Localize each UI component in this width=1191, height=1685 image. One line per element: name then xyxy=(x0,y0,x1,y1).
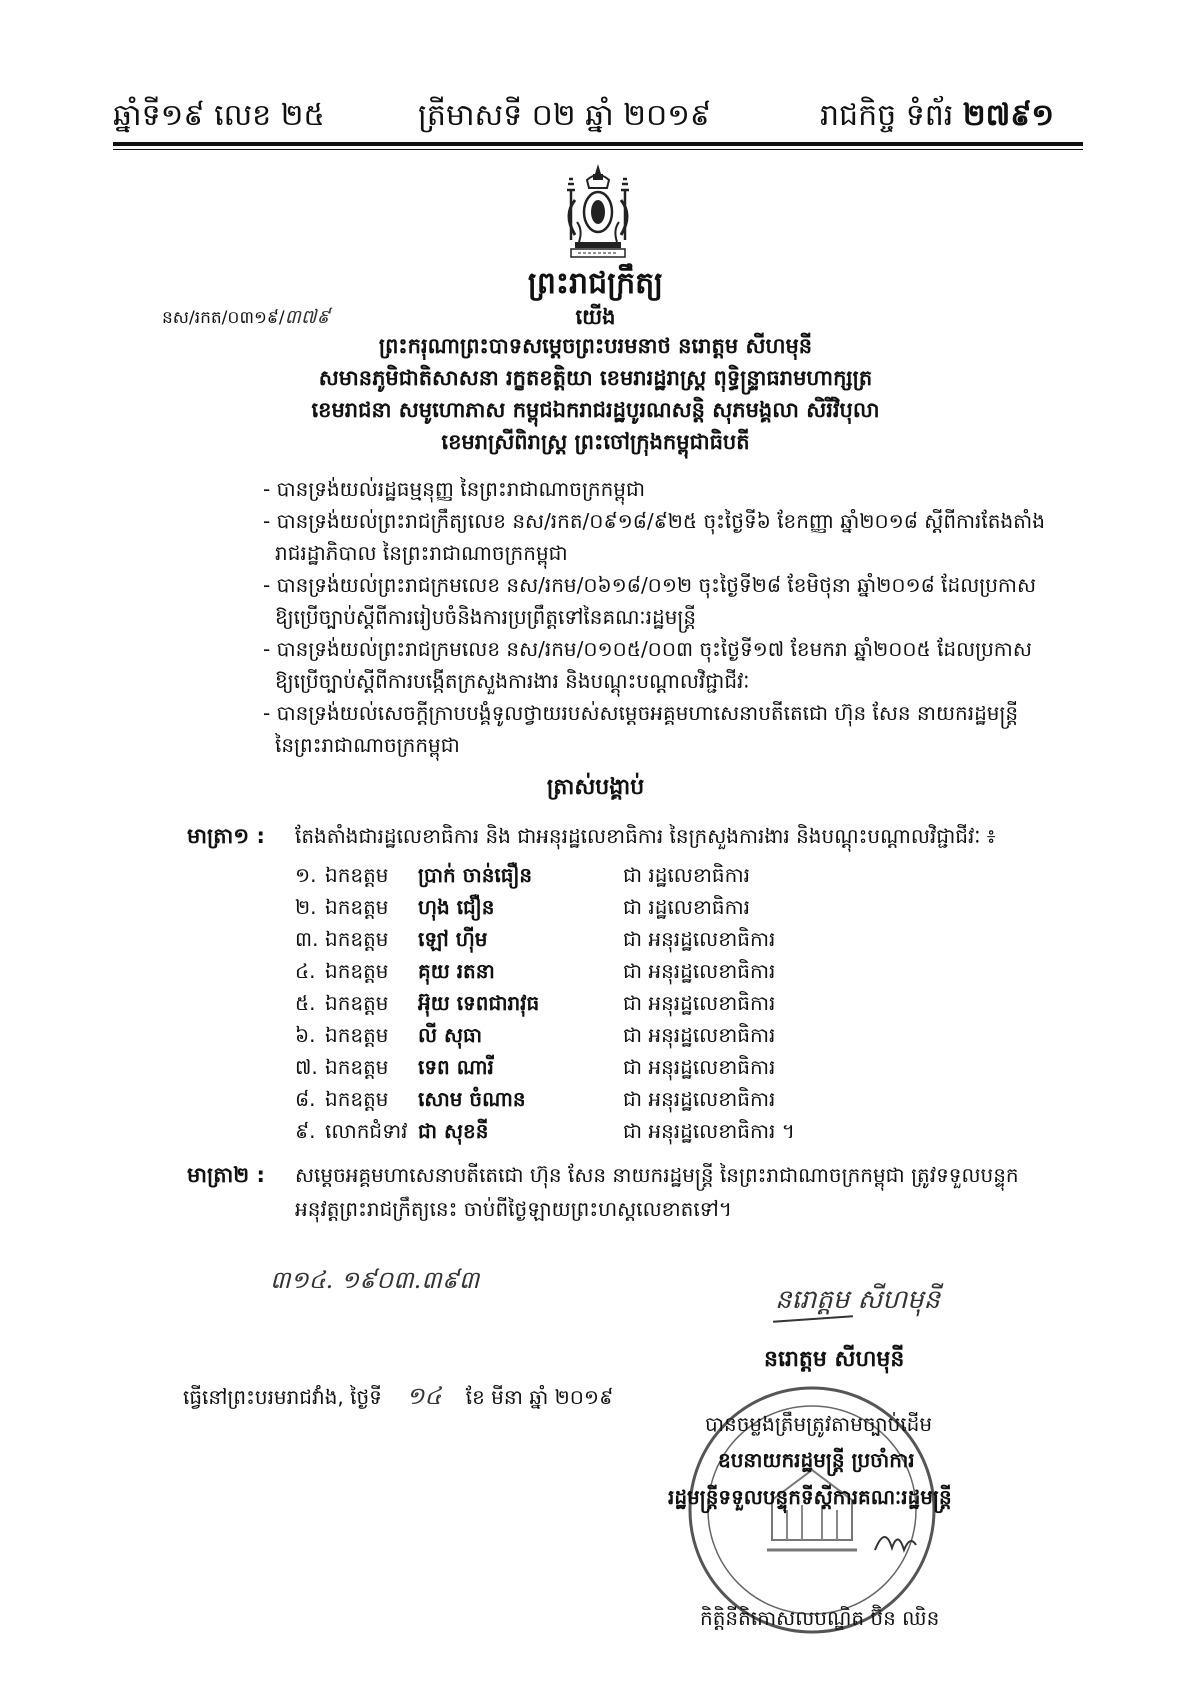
gazette-page xyxy=(820,96,1054,140)
date-day-handwritten: ១៤ xyxy=(406,1382,442,1410)
appointee-position: ជា អនុរដ្ឋលេខាធិការ xyxy=(623,1087,776,1111)
consideration-line: ឱ្យប្រើច្បាប់ស្តីពីការបង្កើតក្រសួងការងារ និងបណ្តុះបណ្តាលវិជ្ជាជីវៈ xyxy=(275,669,750,693)
appointee-number: ៦. xyxy=(295,1023,316,1047)
appointee-position: ជា អនុរដ្ឋលេខាធិការ xyxy=(623,1055,776,1079)
date-prefix: ធ្វើនៅព្រះបរមរាជវាំង, ថ្ងៃទី xyxy=(183,1385,382,1409)
appointee-number: ៧. xyxy=(295,1055,318,1079)
appointee-position: ជា រដ្ឋលេខាធិការ xyxy=(623,895,750,919)
appointee-title: ឯកឧត្តម xyxy=(325,863,389,887)
date-suffix: ខែ មីនា ឆ្នាំ ២០១៩ xyxy=(465,1385,614,1409)
king-name: នរោត្តម សីហមុនី xyxy=(764,1347,905,1372)
consideration-line: - បានទ្រង់យល់សេចក្តីក្រាបបង្គំទូលថ្វាយរបស់សម្តេចអគ្គមហាសេនាបតីតេជោ ហ៊ុន សែន នាយករដ្ឋមន្ត្រី xyxy=(263,701,1019,725)
appointee-name: ហុង ជឿន xyxy=(418,895,495,919)
appointee-position: ជា អនុរដ្ឋលេខាធិការ xyxy=(623,927,776,951)
appointee-number: ១. xyxy=(295,863,317,887)
minister-name: កិត្តិនីតិកោសលបណ្ឌិត ប៊ិន ឈិន xyxy=(700,1606,940,1630)
consideration-line: - បានទ្រង់យល់ព្រះរាជក្រឹត្យលេខ នស/រកត/០៩១៨/៩២៥ ចុះថ្ងៃទី៦ ខែកញ្ញា ឆ្នាំ២០១៨ ស្តីពីការតែងតាំង xyxy=(263,509,1045,533)
appointee-title: ឯកឧត្តម xyxy=(325,959,389,983)
consideration-line: - បានទ្រង់យល់ព្រះរាជក្រមលេខ នស/រកម/០៦១៨/០១២ ចុះថ្ងៃទី២៨ ខែមិថុនា ឆ្នាំ២០១៨ ដែលប្រកាស xyxy=(263,573,1036,597)
appointee-title: ឯកឧត្តម xyxy=(325,1055,389,1079)
appointee-name: ជា សុខនី xyxy=(418,1119,489,1143)
appointee-position: ជា អនុរដ្ឋលេខាធិការ ។ xyxy=(623,1119,795,1143)
gazette-page-label: រាជកិច្ច ទំព័រ xyxy=(820,98,954,133)
certification-line: បានចម្លងត្រឹមត្រូវតាមច្បាប់ដើម xyxy=(705,1412,933,1436)
decree-number-printed: នស/រកត/០៣១៩/ xyxy=(162,308,285,328)
appointee-title: ឯកឧត្តម xyxy=(325,927,389,951)
royal-title-line: ខេមរាស្រីពិរាស្ត្រ ព្រះចៅក្រុងកម្ពុជាធិបតី xyxy=(441,430,750,454)
article1-text: តែងតាំងជារដ្ឋលេខាធិការ និង ជាអនុរដ្ឋលេខាធិការ នៃក្រសួងការងារ និងបណ្តុះបណ្តាលវិជ្ជាជីវៈ ៖ xyxy=(295,824,996,848)
appointee-number: ៩. xyxy=(295,1119,316,1143)
royal-title-line: ខេមរាជនា សមូហោភាស កម្ពុជឯករាជរដ្ឋបូរណសន្តិ សុភមង្គលា សិរីវិបុលា xyxy=(311,398,880,422)
appointee-name: អ៊ុយ ទេពជារាវុធ xyxy=(418,991,540,1015)
certification-line: រដ្ឋមន្ត្រីទទួលបន្ទុកទីស្តីការគណៈរដ្ឋមន្ត្រី xyxy=(668,1485,952,1509)
consideration-line: នៃព្រះរាជាណាចក្រកម្ពុជា xyxy=(275,733,460,757)
article2-label: មាត្រា២ : xyxy=(187,1163,265,1187)
date-line xyxy=(183,1381,613,1416)
appointee-position: ជា រដ្ឋលេខាធិការ xyxy=(623,863,750,887)
appointee-number: ៥. xyxy=(295,991,316,1015)
appointee-position: ជា អនុរដ្ឋលេខាធិការ xyxy=(623,1023,776,1047)
gazette-page-number: ២៧៩១ xyxy=(962,98,1055,133)
appointee-name: ប្រាក់ ចាន់ធឿន xyxy=(418,863,533,887)
appointee-title: ឯកឧត្តម xyxy=(325,1023,389,1047)
article2-line: សម្តេចអគ្គមហាសេនាបតីតេជោ ហ៊ុន សែន នាយករដ្ឋមន្ត្រី នៃព្រះរាជាណាចក្រកម្ពុជា ត្រូវទទួលបន្ទុក xyxy=(295,1163,1019,1187)
consideration-line: - បានទ្រង់យល់រដ្ឋធម្មនុញ្ញ នៃព្រះរាជាណាចក្រកម្ពុជា xyxy=(263,477,646,501)
appointee-name: ឡៅ ហ៊ីម xyxy=(418,927,488,951)
appointee-name: គុយ រតនា xyxy=(418,959,495,983)
appointee-title: លោកជំទាវ xyxy=(325,1119,408,1143)
decree-heading: ត្រាស់បង្គាប់ xyxy=(546,775,645,800)
gazette-year-issue: ឆ្នាំទី១៩ លេខ ២៥ xyxy=(113,98,325,133)
appointee-title: ឯកឧត្តម xyxy=(325,895,389,919)
appointee-name: សោម ចំណាន xyxy=(418,1087,526,1111)
appointee-number: ៤. xyxy=(295,959,316,983)
appointee-title: ឯកឧត្តម xyxy=(325,991,389,1015)
appointee-position: ជា អនុរដ្ឋលេខាធិការ xyxy=(623,959,776,983)
header-rule-thick xyxy=(113,142,1083,146)
article2-line: អនុវត្តព្រះរាជក្រឹត្យនេះ ចាប់ពីថ្ងៃឡាយព្រះហស្តលេខាតទៅ។ xyxy=(295,1197,732,1221)
royal-title-line: សមានភូមិជាតិសាសនា រក្ខតខត្តិយា ខេមរារដ្ឋរាស្ត្រ ពុទ្ធិន្ទ្រាធរាមហាក្សត្រ xyxy=(318,366,873,390)
appointee-title: ឯកឧត្តម xyxy=(325,1087,389,1111)
minister-signature-mark xyxy=(870,1520,920,1560)
gazette-quarter: ត្រីមាសទី ០២ ឆ្នាំ ២០១៩ xyxy=(418,98,712,133)
certification-line: ឧបនាយករដ្ឋមន្ត្រី ប្រចាំការ xyxy=(718,1448,915,1472)
appointee-number: ៨. xyxy=(295,1087,316,1111)
appointee-number: ៣. xyxy=(295,927,319,951)
appointee-position: ជា អនុរដ្ឋលេខាធិការ xyxy=(623,991,776,1015)
consideration-line: ឱ្យប្រើច្បាប់ស្តីពីការរៀបចំនិងការប្រព្រឹត្តទៅនៃគណៈរដ្ឋមន្ត្រី xyxy=(275,605,697,629)
royal-emblem xyxy=(553,160,643,260)
decree-we: យើង xyxy=(575,305,616,329)
consideration-line: រាជរដ្ឋាភិបាល នៃព្រះរាជាណាចក្រកម្ពុជា xyxy=(275,541,568,565)
article1-label: មាត្រា១ : xyxy=(187,824,265,848)
royal-title-line: ព្រះករុណាព្រះបាទសម្តេចព្រះបរមនាថ នរោត្តម សីហមុនី xyxy=(378,334,813,358)
appointee-name: ទេព ណារី xyxy=(418,1055,494,1079)
header-rule-thin xyxy=(113,149,1083,150)
appointee-name: លី សុធា xyxy=(418,1023,483,1047)
document-title: ព្រះរាជក្រឹត្យ xyxy=(527,266,664,301)
decree-number-handwritten: ៣៧៩ xyxy=(284,306,330,328)
appointee-number: ២. xyxy=(295,895,317,919)
registry-number-handwritten: ៣១៤. ១៩០៣.៣៩៣ xyxy=(270,1266,480,1294)
royal-signature: នរោត្តម សីហមុនី xyxy=(775,1285,941,1315)
consideration-line: - បានទ្រង់យល់ព្រះរាជក្រមលេខ នស/រកម/០១០៥/០០៣ ចុះថ្ងៃទី១៧ ខែមករា ឆ្នាំ២០០៥ ដែលប្រកាស xyxy=(263,637,1032,661)
